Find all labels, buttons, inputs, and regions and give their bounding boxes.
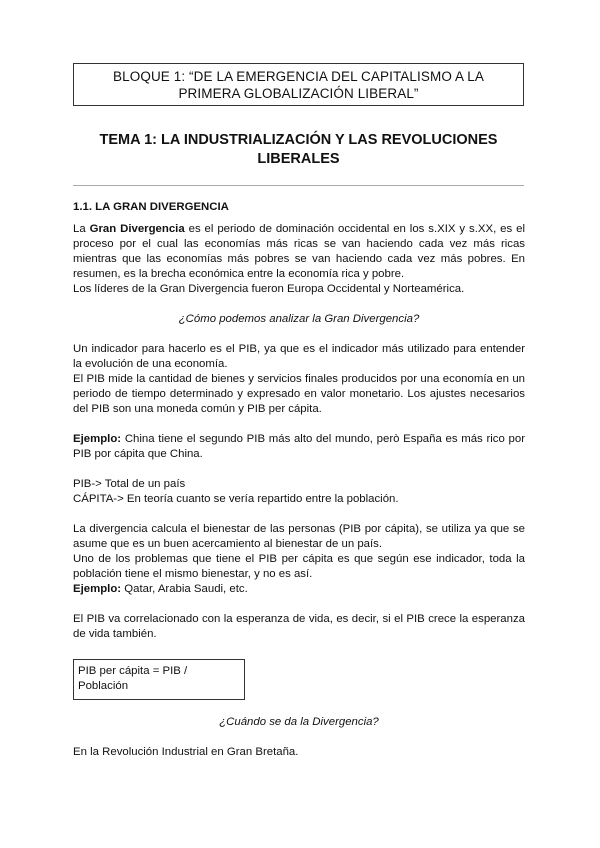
paragraph-divergencia-calcula: La divergencia calcula el bienestar de las personas (PIB por cápita), se utiliza ya que se asume que es un buen acercamiento al bienestar de un país.: [73, 523, 525, 550]
document-body: [73, 200, 525, 760]
paragraph-indicador: Un indicador para hacerlo es el PIB, ya que es el indicador más utilizado para entender la evolución de una economía.: [73, 343, 525, 370]
paragraph-ejemplo-china: [73, 432, 525, 462]
bloque-title-line-2: PRIMERA GLOBALIZACIÓN LIBERAL”: [178, 86, 419, 101]
paragraph-revolucion-industrial: En la Revolución Industrial en Gran Bretaña.: [73, 746, 299, 758]
paragraph-lideres: Los líderes de la Gran Divergencia fueron Europa Occidental y Norteamérica.: [73, 283, 465, 295]
spacer: [73, 700, 525, 715]
spacer: [73, 417, 525, 432]
spacer: [73, 507, 525, 522]
spacer: [73, 597, 525, 612]
paragraph-ejemplo-qatar: [73, 582, 525, 597]
spacer: [73, 327, 525, 342]
ejemplo-label: Ejemplo:: [73, 433, 122, 445]
spacer: [73, 462, 525, 477]
ejemplo-label-2: Ejemplo:: [73, 583, 122, 595]
paragraph-problemas: Uno de los problemas que tiene el PIB per cápita es que según ese indicador, toda la población tiene el mismo bienestar, y no es así.: [73, 553, 525, 580]
question-analizar: ¿Cómo podemos analizar la Gran Divergencia?: [178, 313, 420, 325]
bloque-title-box: [73, 63, 524, 106]
tema-title-line-2: LIBERALES: [257, 151, 340, 167]
spacer: [73, 297, 525, 312]
paragraph-esperanza-vida: El PIB va correlacionado con la esperanza de vida, es decir, si el PIB crece la esperanza de vida también.: [73, 613, 525, 640]
p1-post: es el periodo de dominación occidental en los s.XIX y s.XX, es el proceso por el cual las economías más ricas se van haciendo cada vez más ricas mientras que las economías más pobres se van haciendo cada vez más pobres. En resumen, es la brecha económica entre la economía rica y pobre.: [73, 223, 525, 280]
section-heading: 1.1. LA GRAN DIVERGENCIA: [73, 201, 229, 213]
spacer: [73, 730, 525, 745]
ejemplo-text: China tiene el segundo PIB más alto del mundo, però España es más rico por PIB por cápita que China.: [73, 433, 525, 460]
bloque-title-line-1: BLOQUE 1: “DE LA EMERGENCIA DEL CAPITALISMO A LA: [113, 69, 484, 84]
capita-definition: CÁPITA-> En teoría cuanto se vería repartido entre la población.: [73, 493, 399, 505]
tema-title: [73, 131, 524, 169]
section-divider: [73, 185, 524, 186]
question-cuando: ¿Cuándo se da la Divergencia?: [219, 716, 379, 728]
p1-pre: La: [73, 223, 90, 235]
paragraph-pib-mide: El PIB mide la cantidad de bienes y servicios finales producidos por una economía en un periodo de tiempo determinado y expresado en valor monetario. Los ajustes necesarios del PIB son una moneda común y PIB per cápita.: [73, 373, 525, 415]
spacer: [73, 642, 525, 657]
ejemplo-text-2: Qatar, Arabia Saudi, etc.: [121, 583, 248, 595]
formula-box: PIB per cápita = PIB / Población: [73, 659, 245, 700]
p1-bold-term: Gran Divergencia: [89, 223, 185, 235]
pib-definition: PIB-> Total de un país: [73, 478, 186, 490]
tema-title-line-1: TEMA 1: LA INDUSTRIALIZACIÓN Y LAS REVOLUCIONES: [99, 132, 498, 148]
paragraph-gran-divergencia: [73, 222, 525, 282]
